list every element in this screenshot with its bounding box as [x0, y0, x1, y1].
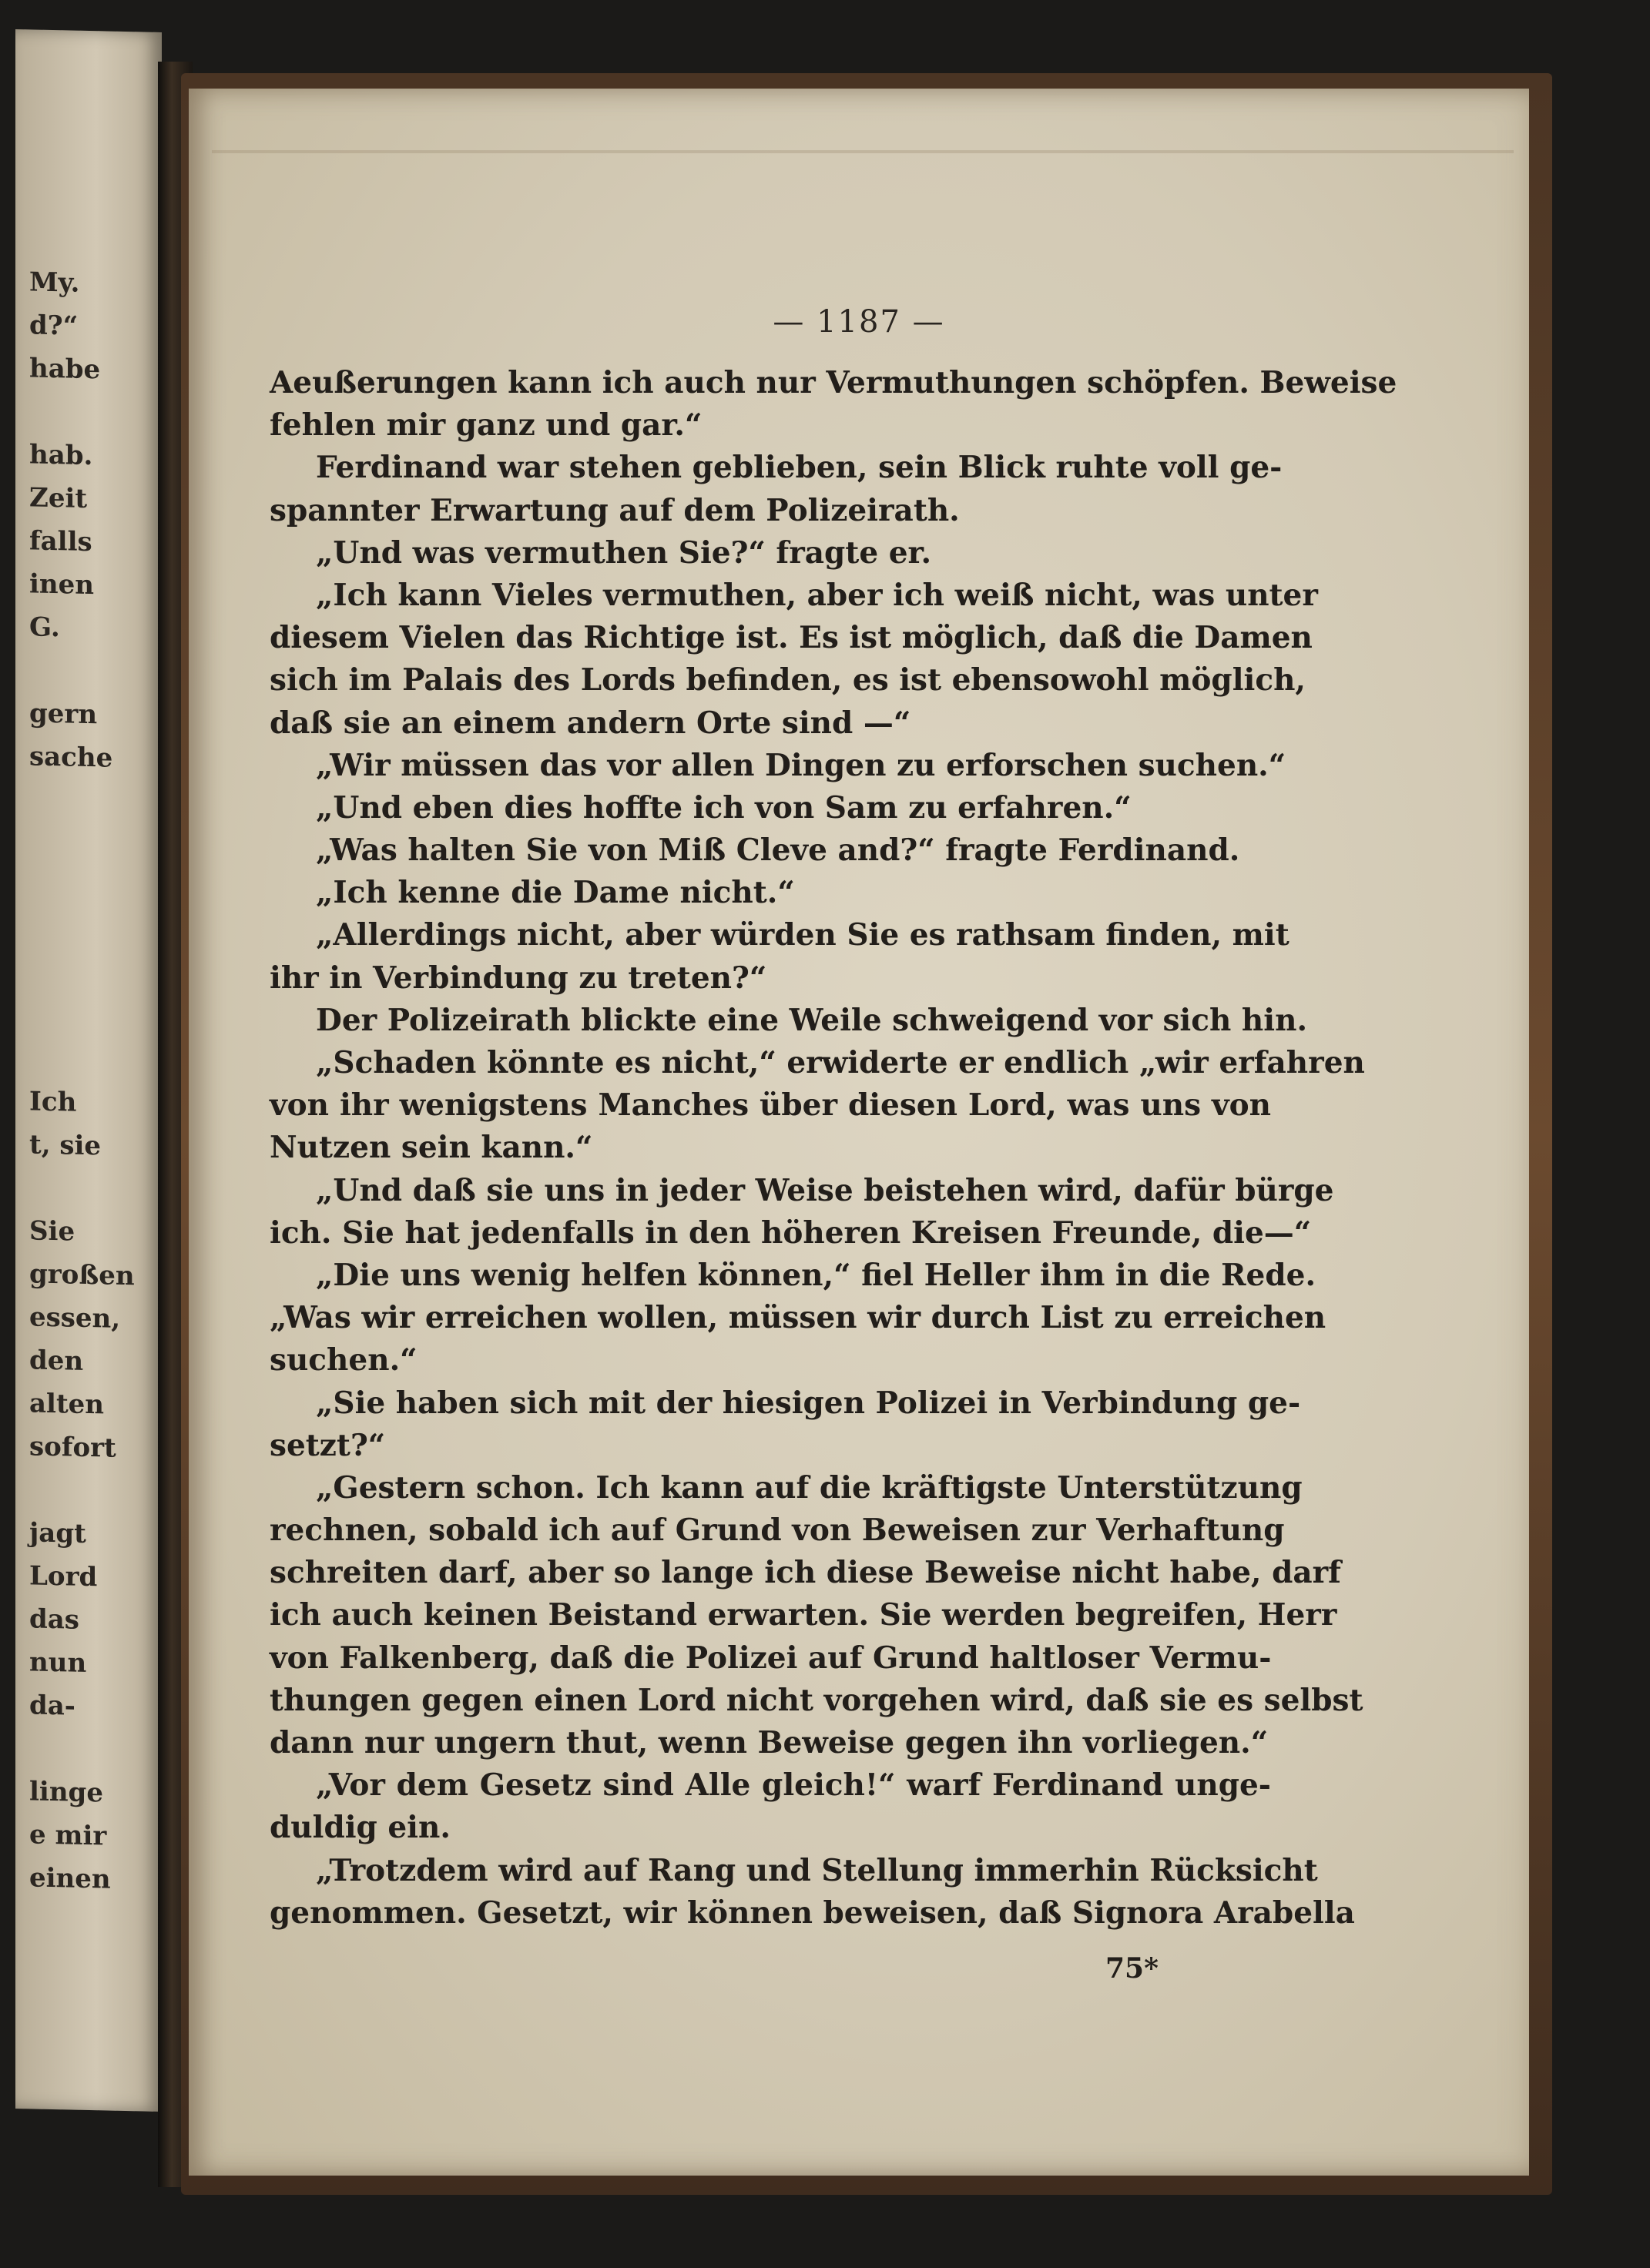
left-page-fragment	[29, 907, 75, 951]
left-page-fragment: t, sie	[29, 1129, 102, 1162]
text-line: sich im Palais des Lords befinden, es ist ebensowohl möglich,	[270, 662, 1306, 698]
left-page-fragment: d?“	[29, 310, 79, 342]
left-page-fragment: essen,	[29, 1302, 121, 1335]
text-line: ihr in Verbindung zu treten?“	[270, 960, 767, 996]
left-page-fragment: Sie	[29, 1215, 75, 1248]
text-line: thungen gegen einen Lord nicht vorgehen wird, daß sie es selbst	[270, 1682, 1363, 1718]
left-page-fragment: inen	[29, 568, 94, 601]
text-line: Nutzen sein kann.“	[270, 1130, 593, 1166]
left-page-fragment: habe	[29, 353, 101, 386]
text-line: „Und was vermuthen Sie?“ fragte er.	[316, 534, 932, 571]
text-line: Der Polizeirath blickte eine Weile schweigend vor sich hin.	[316, 1002, 1308, 1038]
text-line: „Was wir erreichen wollen, müssen wir durch List zu erreichen	[270, 1300, 1326, 1336]
text-line: „Ich kenne die Dame nicht.“	[316, 875, 795, 911]
left-page-fragment: da-	[29, 1690, 75, 1722]
text-line: „Wir müssen das vor allen Dingen zu erforschen suchen.“	[316, 747, 1286, 783]
left-page-fragment	[29, 1166, 75, 1210]
text-line: rechnen, sobald ich auf Grund von Beweisen zur Verhaftung	[270, 1513, 1285, 1549]
left-page-fragment	[29, 778, 75, 822]
text-line: schreiten darf, aber so lange ich diese Beweise nicht habe, darf	[270, 1555, 1341, 1591]
text-line: „Allerdings nicht, aber würden Sie es rathsam finden, mit	[316, 917, 1289, 953]
left-page-fragment: e mir	[29, 1819, 107, 1852]
left-page-fragment: Zeit	[29, 482, 88, 514]
left-facing-page	[15, 29, 162, 2112]
text-line: Aeußerungen kann ich auch nur Vermuthungen schöpfen. Beweise	[270, 365, 1397, 400]
text-line: „Gestern schon. Ich kann auf die kräftigste Unterstützung	[316, 1469, 1303, 1506]
text-line: „Sie haben sich mit der hiesigen Polizei in Verbindung ge-	[316, 1385, 1301, 1421]
signature-mark: 75*	[1105, 1952, 1159, 1985]
left-page-fragment: hab.	[29, 439, 93, 472]
left-page-fragment	[29, 648, 75, 692]
book-page	[189, 89, 1529, 2176]
text-line: daß sie an einem andern Orte sind —“	[270, 705, 911, 741]
text-line: suchen.“	[270, 1342, 418, 1379]
text-line: von ihr wenigstens Manches über diesen Lord, was uns von	[270, 1087, 1271, 1124]
left-page-text-fragments	[29, 260, 135, 1900]
left-page-fragment: sofort	[29, 1431, 116, 1464]
text-line: „Trotzdem wird auf Rang und Stellung immerhin Rücksicht	[316, 1852, 1318, 1888]
text-line: diesem Vielen das Richtige ist. Es ist möglich, daß die Damen	[270, 620, 1313, 656]
text-line: setzt?“	[270, 1427, 386, 1463]
text-line: „Schaden könnte es nicht,“ erwiderte er endlich „wir erfahren	[316, 1045, 1365, 1080]
text-line: ich auch keinen Beistand erwarten. Sie werden begreifen, Herr	[270, 1597, 1337, 1633]
page-number-header: — 1187 —	[773, 304, 945, 340]
text-line: „Und eben dies hoffte ich von Sam zu erfahren.“	[316, 789, 1132, 826]
text-line: von Falkenberg, daß die Polizei auf Grund haltloser Vermu-	[270, 1640, 1272, 1676]
left-page-fragment: den	[29, 1345, 84, 1377]
left-page-fragment: sache	[29, 741, 113, 774]
left-page-fragment: My.	[29, 266, 80, 299]
text-line: ich. Sie hat jedenfalls in den höheren Kreisen Freunde, die—“	[270, 1214, 1312, 1251]
left-page-fragment: gern	[29, 698, 98, 731]
text-line: „Die uns wenig helfen können,“ fiel Heller ihm in die Rede.	[316, 1257, 1316, 1293]
text-line: „Was halten Sie von Miß Cleve and?“ fragte Ferdinand.	[316, 832, 1240, 869]
text-line: „Und daß sie uns in jeder Weise beistehen wird, dafür bürge	[316, 1172, 1334, 1208]
left-page-fragment: großen	[29, 1258, 135, 1292]
left-page-fragment: Lord	[29, 1560, 98, 1593]
left-page-fragment	[29, 390, 75, 434]
text-line: duldig ein.	[270, 1810, 451, 1846]
left-page-fragment	[29, 950, 75, 994]
left-page-fragment: linge	[29, 1776, 103, 1809]
left-page-fragment: das	[29, 1603, 79, 1636]
left-page-fragment	[29, 1727, 75, 1771]
left-page-fragment	[29, 821, 75, 865]
left-page-fragment: falls	[29, 525, 92, 558]
left-page-fragment	[29, 1037, 75, 1080]
text-line: spannter Erwartung auf dem Polizeirath.	[270, 492, 960, 528]
left-page-fragment	[29, 993, 75, 1037]
left-page-fragment: G.	[29, 611, 60, 644]
left-page-fragment: nun	[29, 1647, 87, 1679]
left-page-fragment: Ich	[29, 1086, 77, 1118]
left-page-fragment	[29, 864, 75, 908]
left-page-fragment: einen	[29, 1862, 111, 1895]
text-line: genommen. Gesetzt, wir können beweisen, daß Signora Arabella	[270, 1894, 1355, 1931]
left-page-fragment	[29, 1468, 75, 1512]
text-line: „Ich kann Vieles vermuthen, aber ich weiß nicht, was unter	[316, 577, 1318, 613]
text-line: dann nur ungern thut, wenn Beweise gegen ihn vorliegen.“	[270, 1725, 1269, 1760]
text-line: fehlen mir ganz und gar.“	[270, 407, 703, 444]
left-page-fragment: alten	[29, 1388, 105, 1421]
text-line: Ferdinand war stehen geblieben, sein Blick ruhte voll ge-	[316, 450, 1283, 486]
left-page-fragment: jagt	[29, 1517, 86, 1549]
text-line: „Vor dem Gesetz sind Alle gleich!“ warf Ferdinand unge-	[316, 1767, 1271, 1804]
page-body-text	[270, 362, 1397, 1935]
